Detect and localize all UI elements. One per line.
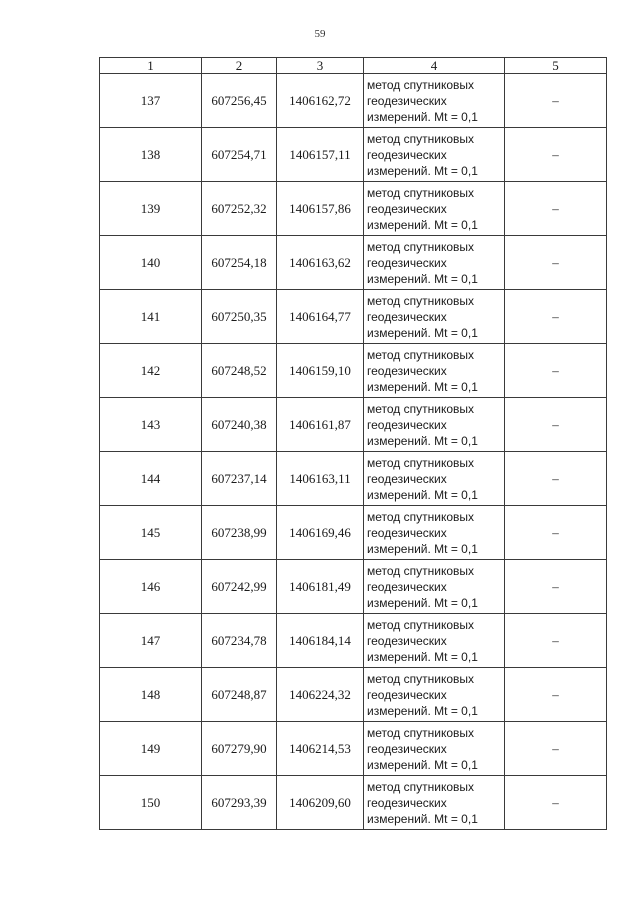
table-row: [100, 668, 607, 722]
table-row: [100, 506, 607, 560]
y-coordinate-cell: 1406169,46: [277, 506, 364, 560]
method-text-line: измерений. Mt = 0,1: [367, 542, 478, 556]
point-number-cell: 143: [100, 398, 202, 452]
table-row: [100, 452, 607, 506]
x-coordinate-cell: 607242,99: [202, 560, 277, 614]
note-cell: –: [505, 506, 607, 560]
table-header-row: [100, 58, 607, 74]
point-number-cell: 147: [100, 614, 202, 668]
x-coordinate-cell: 607252,32: [202, 182, 277, 236]
note-cell: –: [505, 722, 607, 776]
method-text-line: геодезических: [367, 256, 447, 270]
point-number-cell: 145: [100, 506, 202, 560]
x-coordinate-cell: 607248,52: [202, 344, 277, 398]
method-text-line: измерений. Mt = 0,1: [367, 812, 478, 826]
method-text-line: метод спутниковых: [367, 78, 475, 92]
y-coordinate-cell: 1406159,10: [277, 344, 364, 398]
method-cell: [364, 560, 505, 614]
method-cell: [364, 722, 505, 776]
table-row: [100, 614, 607, 668]
x-coordinate-cell: 607248,87: [202, 668, 277, 722]
method-text-line: измерений. Mt = 0,1: [367, 650, 478, 664]
method-text-line: геодезических: [367, 526, 447, 540]
point-number-cell: 139: [100, 182, 202, 236]
method-text-line: метод спутниковых: [367, 726, 475, 740]
method-cell: [364, 506, 505, 560]
x-coordinate-cell: 607293,39: [202, 776, 277, 830]
note-cell: –: [505, 344, 607, 398]
coordinates-table: [99, 57, 607, 830]
point-number-cell: 149: [100, 722, 202, 776]
y-coordinate-cell: 1406163,11: [277, 452, 364, 506]
point-number-cell: 144: [100, 452, 202, 506]
table-row: [100, 128, 607, 182]
method-text-line: геодезических: [367, 418, 447, 432]
note-cell: –: [505, 128, 607, 182]
note-cell: –: [505, 74, 607, 128]
method-text-line: геодезических: [367, 796, 447, 810]
y-coordinate-cell: 1406163,62: [277, 236, 364, 290]
method-text-line: геодезических: [367, 580, 447, 594]
method-text-line: измерений. Mt = 0,1: [367, 272, 478, 286]
table-row: [100, 74, 607, 128]
method-text-line: метод спутниковых: [367, 186, 475, 200]
table-row: [100, 290, 607, 344]
x-coordinate-cell: 607237,14: [202, 452, 277, 506]
point-number-cell: 150: [100, 776, 202, 830]
method-text-line: метод спутниковых: [367, 780, 475, 794]
method-text-line: метод спутниковых: [367, 402, 475, 416]
point-number-cell: 141: [100, 290, 202, 344]
column-header-1: 1: [100, 58, 202, 74]
note-cell: –: [505, 398, 607, 452]
table-row: [100, 236, 607, 290]
method-text-line: метод спутниковых: [367, 564, 475, 578]
method-cell: [364, 344, 505, 398]
method-text-line: геодезических: [367, 310, 447, 324]
x-coordinate-cell: 607238,99: [202, 506, 277, 560]
table-body: [100, 74, 607, 830]
table-row: [100, 722, 607, 776]
x-coordinate-cell: 607279,90: [202, 722, 277, 776]
y-coordinate-cell: 1406224,32: [277, 668, 364, 722]
point-number-cell: 142: [100, 344, 202, 398]
method-cell: [364, 182, 505, 236]
column-header-2: 2: [202, 58, 277, 74]
y-coordinate-cell: 1406157,86: [277, 182, 364, 236]
method-text-line: геодезических: [367, 688, 447, 702]
method-text-line: метод спутниковых: [367, 294, 475, 308]
method-text-line: геодезических: [367, 202, 447, 216]
method-cell: [364, 776, 505, 830]
method-text-line: метод спутниковых: [367, 132, 475, 146]
method-text-line: метод спутниковых: [367, 618, 475, 632]
page-number: 59: [314, 28, 326, 40]
point-number-cell: 146: [100, 560, 202, 614]
y-coordinate-cell: 1406209,60: [277, 776, 364, 830]
point-number-cell: 140: [100, 236, 202, 290]
note-cell: –: [505, 290, 607, 344]
note-cell: –: [505, 776, 607, 830]
method-cell: [364, 398, 505, 452]
method-cell: [364, 614, 505, 668]
method-text-line: измерений. Mt = 0,1: [367, 596, 478, 610]
method-text-line: метод спутниковых: [367, 348, 475, 362]
note-cell: –: [505, 182, 607, 236]
method-text-line: измерений. Mt = 0,1: [367, 488, 478, 502]
method-text-line: геодезических: [367, 364, 447, 378]
y-coordinate-cell: 1406214,53: [277, 722, 364, 776]
method-text-line: измерений. Mt = 0,1: [367, 110, 478, 124]
method-cell: [364, 452, 505, 506]
point-number-cell: 137: [100, 74, 202, 128]
y-coordinate-cell: 1406181,49: [277, 560, 364, 614]
method-cell: [364, 128, 505, 182]
x-coordinate-cell: 607250,35: [202, 290, 277, 344]
method-cell: [364, 290, 505, 344]
y-coordinate-cell: 1406162,72: [277, 74, 364, 128]
x-coordinate-cell: 607234,78: [202, 614, 277, 668]
method-text-line: измерений. Mt = 0,1: [367, 218, 478, 232]
column-header-5: 5: [505, 58, 607, 74]
method-text-line: метод спутниковых: [367, 672, 475, 686]
table-row: [100, 344, 607, 398]
y-coordinate-cell: 1406184,14: [277, 614, 364, 668]
method-text-line: метод спутниковых: [367, 456, 475, 470]
method-text-line: измерений. Mt = 0,1: [367, 434, 478, 448]
column-header-4: 4: [364, 58, 505, 74]
method-text-line: геодезических: [367, 472, 447, 486]
x-coordinate-cell: 607254,18: [202, 236, 277, 290]
method-cell: [364, 74, 505, 128]
method-text-line: измерений. Mt = 0,1: [367, 164, 478, 178]
method-text-line: геодезических: [367, 634, 447, 648]
y-coordinate-cell: 1406164,77: [277, 290, 364, 344]
table-row: [100, 398, 607, 452]
x-coordinate-cell: 607240,38: [202, 398, 277, 452]
point-number-cell: 148: [100, 668, 202, 722]
table-row: [100, 560, 607, 614]
table-row: [100, 182, 607, 236]
method-cell: [364, 668, 505, 722]
point-number-cell: 138: [100, 128, 202, 182]
note-cell: –: [505, 614, 607, 668]
note-cell: –: [505, 236, 607, 290]
note-cell: –: [505, 668, 607, 722]
x-coordinate-cell: 607254,71: [202, 128, 277, 182]
method-text-line: геодезических: [367, 148, 447, 162]
table-row: [100, 776, 607, 830]
method-text-line: метод спутниковых: [367, 510, 475, 524]
y-coordinate-cell: 1406161,87: [277, 398, 364, 452]
note-cell: –: [505, 452, 607, 506]
method-text-line: измерений. Mt = 0,1: [367, 326, 478, 340]
method-text-line: метод спутниковых: [367, 240, 475, 254]
method-text-line: измерений. Mt = 0,1: [367, 704, 478, 718]
column-header-3: 3: [277, 58, 364, 74]
method-cell: [364, 236, 505, 290]
method-text-line: измерений. Mt = 0,1: [367, 758, 478, 772]
method-text-line: измерений. Mt = 0,1: [367, 380, 478, 394]
note-cell: –: [505, 560, 607, 614]
method-text-line: геодезических: [367, 94, 447, 108]
method-text-line: геодезических: [367, 742, 447, 756]
x-coordinate-cell: 607256,45: [202, 74, 277, 128]
y-coordinate-cell: 1406157,11: [277, 128, 364, 182]
